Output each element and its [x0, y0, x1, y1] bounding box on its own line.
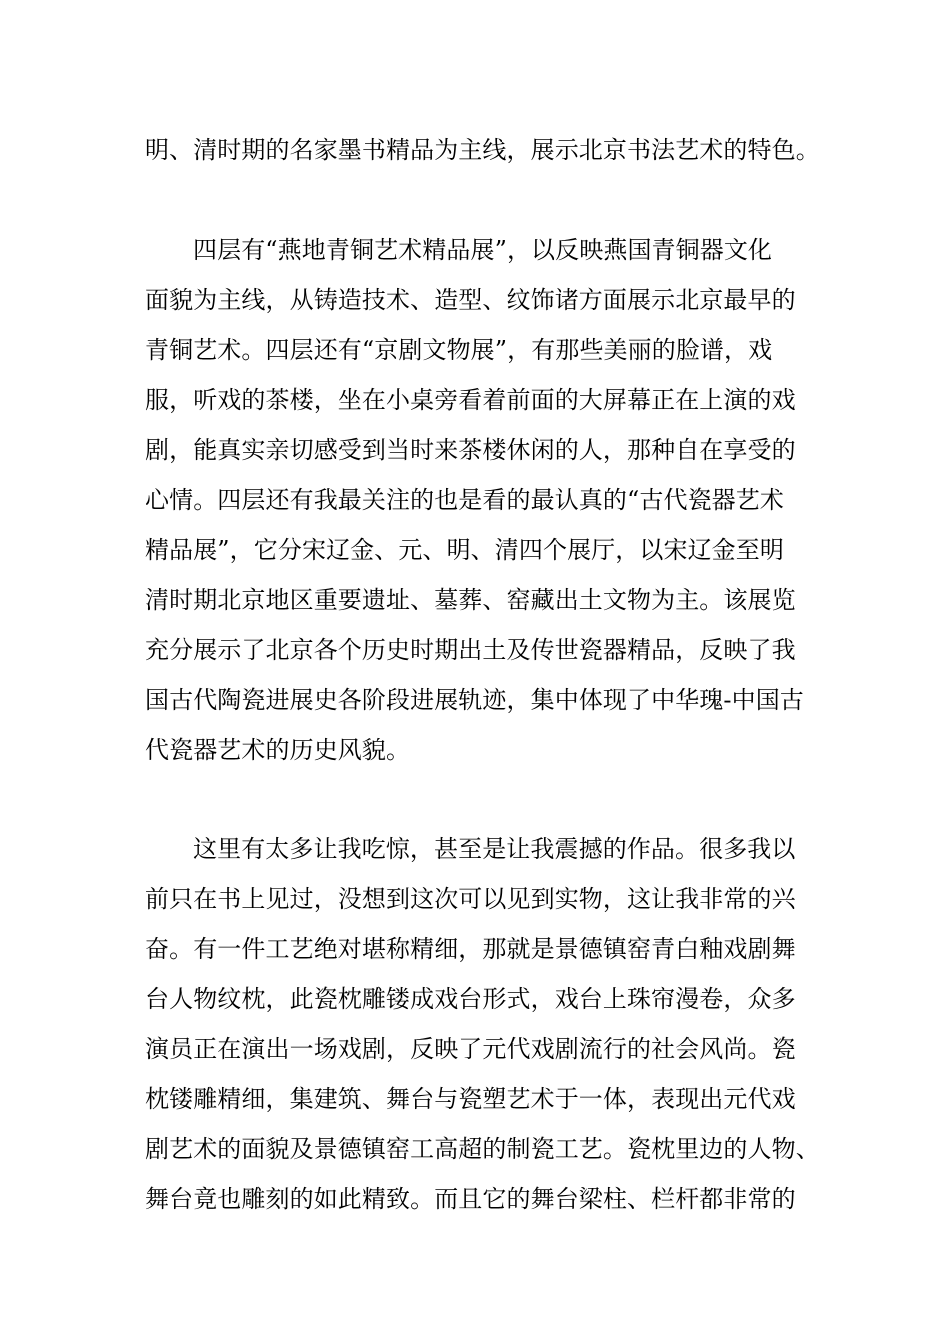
text-line: 服，听戏的茶楼，坐在小桌旁看着前面的大屏幕正在上演的戏: [145, 386, 796, 414]
text-line: 这里有太多让我吃惊，甚至是让我震撼的作品。很多我以: [193, 835, 796, 863]
text-line: 代瓷器艺术的历史风貌。: [145, 736, 411, 764]
text-line: 精品展”，它分宋辽金、元、明、清四个展厅，以宋辽金至明: [145, 536, 784, 564]
text-line: 台人物纹枕，此瓷枕雕镂成戏台形式，戏台上珠帘漫卷，众多: [145, 985, 796, 1013]
text-line: 演员正在演出一场戏剧，反映了元代戏剧流行的社会风尚。瓷: [145, 1035, 796, 1063]
text-line: 四层有“燕地青铜艺术精品展”，以反映燕国青铜器文化: [193, 236, 773, 264]
text-line: 前只在书上见过，没想到这次可以见到实物，这让我非常的兴: [145, 885, 796, 913]
text-line: 剧艺术的面貌及景德镇窑工高超的制瓷工艺。瓷枕里边的人物、: [145, 1135, 820, 1163]
text-line: 心情。四层还有我最关注的也是看的最认真的“古代瓷器艺术: [145, 486, 784, 514]
text-line: 充分展示了北京各个历史时期出土及传世瓷器精品，反映了我: [145, 636, 796, 664]
text-line: 明、清时期的名家墨书精品为主线，展示北京书法艺术的特色。: [145, 136, 820, 164]
text-line: 枕镂雕精细，集建筑、舞台与瓷塑艺术于一体，表现出元代戏: [145, 1085, 796, 1113]
text-line: 青铜艺术。四层还有“京剧文物展”，有那些美丽的脸谱，戏: [145, 336, 773, 364]
text-line: 剧，能真实亲切感受到当时来茶楼休闲的人，那种自在享受的: [145, 436, 796, 464]
text-line: 舞台竟也雕刻的如此精致。而且它的舞台梁柱、栏杆都非常的: [145, 1185, 796, 1213]
text-line: 清时期北京地区重要遗址、墓葬、窑藏出土文物为主。该展览: [145, 586, 796, 614]
text-line: 国古代陶瓷进展史各阶段进展轨迹，集中体现了中华瑰-中国古: [145, 686, 804, 714]
text-line: 奋。有一件工艺绝对堪称精细，那就是景德镇窑青白釉戏剧舞: [145, 935, 796, 963]
text-line: 面貌为主线，从铸造技术、造型、纹饰诸方面展示北京最早的: [145, 286, 796, 314]
